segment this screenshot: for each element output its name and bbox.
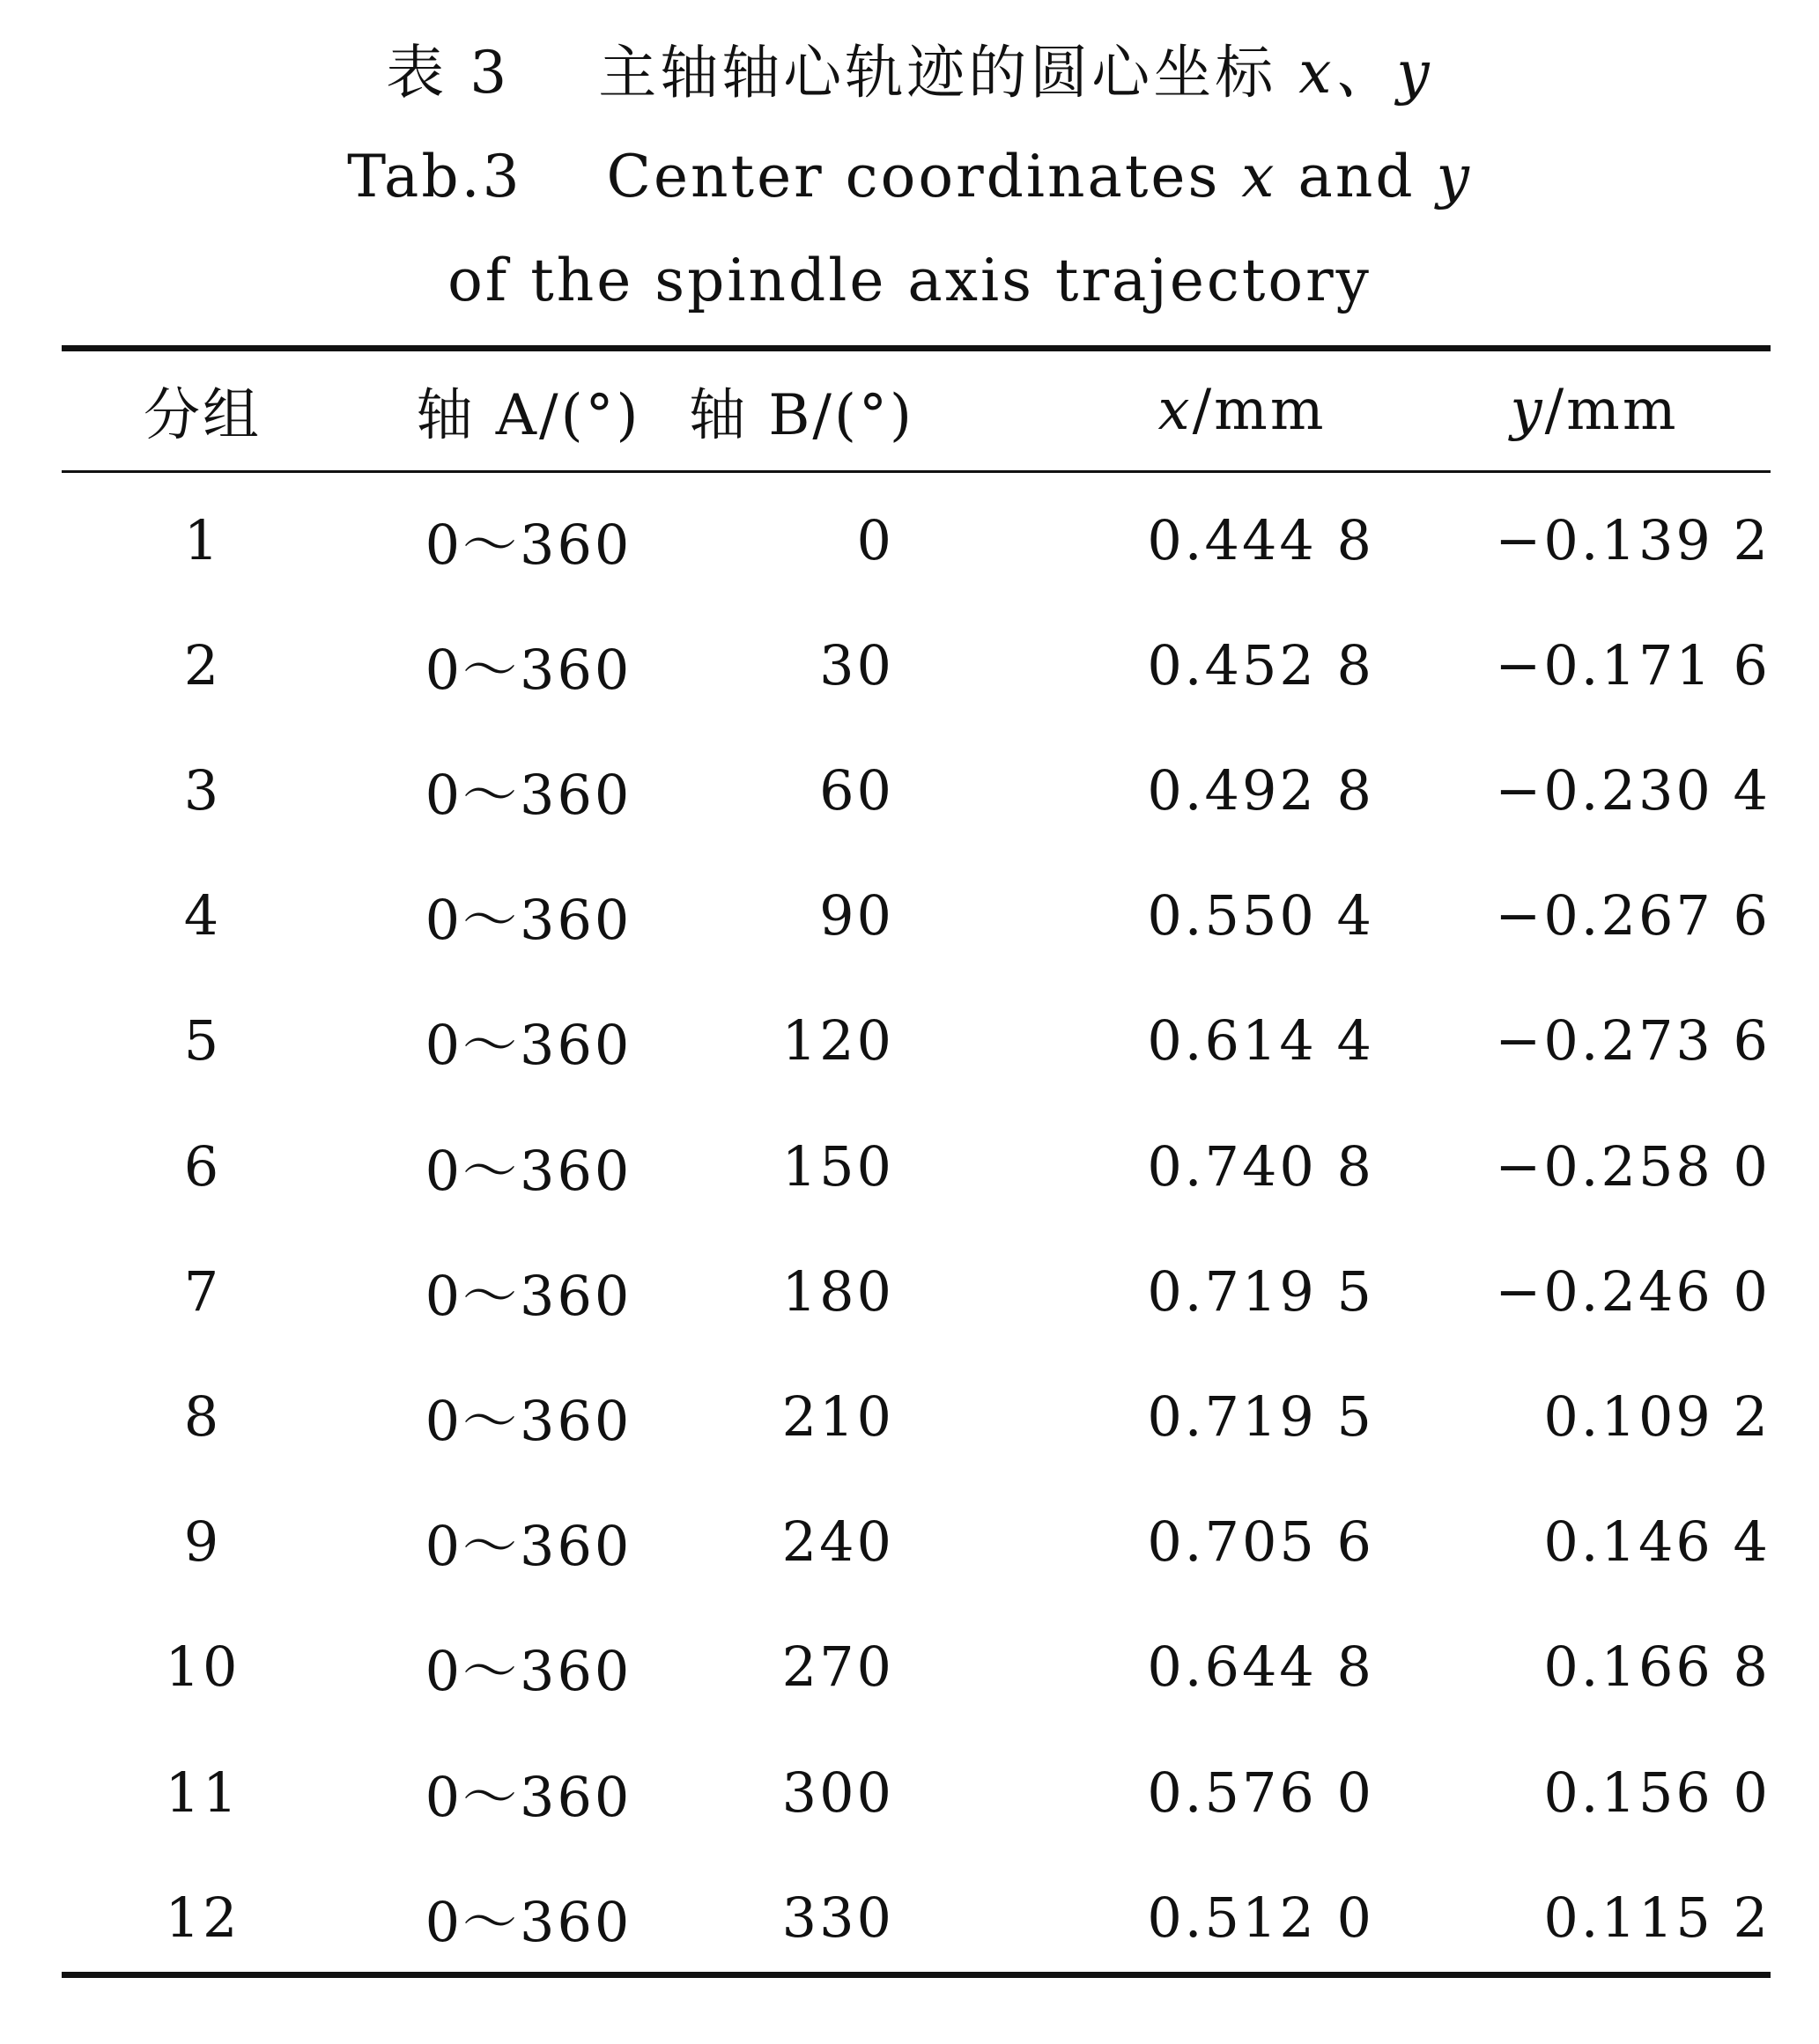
cell-axis-a: 0～360 [425, 512, 632, 577]
cell-x: 0.719 5 [1147, 1384, 1374, 1449]
cell-axis-b: 300 [781, 1760, 894, 1825]
cell-axis-a: 0～360 [425, 1889, 632, 1954]
header-axis-a: 轴 A/(°) [416, 383, 641, 448]
caption-zh-title: 主轴轴心轨迹的圆心坐标 [598, 39, 1277, 107]
cell-axis-a: 0～360 [425, 1263, 632, 1328]
cell-y: 0.166 8 [1543, 1634, 1771, 1700]
cell-axis-a: 0～360 [425, 1138, 632, 1203]
table-row [62, 602, 1771, 727]
cell-axis-b: 120 [781, 1008, 894, 1074]
cell-group: 2 [183, 632, 222, 697]
cell-y: −0.246 0 [1495, 1258, 1771, 1324]
cell-axis-b: 330 [781, 1885, 894, 1950]
table-header-rule [62, 470, 1771, 473]
cell-y: 0.146 4 [1543, 1509, 1771, 1575]
table-row [62, 1354, 1771, 1479]
header-group: 分组 [144, 383, 262, 448]
cell-x: 0.576 0 [1147, 1760, 1374, 1825]
table-caption-zh [0, 39, 1819, 107]
cell-y: −0.230 4 [1495, 757, 1771, 823]
cell-group: 6 [183, 1133, 222, 1199]
table-row [62, 1605, 1771, 1730]
table-row [62, 1855, 1771, 1980]
cell-axis-b: 150 [781, 1133, 894, 1199]
table-row [62, 1480, 1771, 1605]
cell-x: 0.644 8 [1147, 1634, 1374, 1700]
caption-en-label: Tab.3 [347, 143, 522, 210]
cell-axis-a: 0～360 [425, 1514, 632, 1579]
cell-axis-b: 180 [781, 1258, 894, 1324]
cell-axis-b: 240 [781, 1509, 894, 1575]
cell-y: −0.171 6 [1495, 632, 1771, 697]
cell-axis-a: 0～360 [425, 762, 632, 827]
table-row [62, 978, 1771, 1103]
cell-axis-b: 30 [819, 632, 894, 697]
header-y [1418, 351, 1771, 470]
cell-axis-a: 0～360 [425, 637, 632, 702]
header-y-var: y [1510, 378, 1545, 443]
table-header-row [62, 351, 1771, 470]
cell-x: 0.719 5 [1147, 1258, 1374, 1324]
header-x-var: x [1157, 378, 1193, 443]
table-bottom-rule [62, 1972, 1771, 1978]
caption-en-title-a: Center coordinates [606, 143, 1221, 210]
cell-axis-a: 0～360 [425, 888, 632, 953]
cell-group: 7 [183, 1258, 222, 1324]
cell-group: 10 [165, 1634, 240, 1700]
caption-en-var-x: x [1241, 143, 1277, 210]
cell-group: 9 [183, 1509, 222, 1575]
cell-x: 0.705 6 [1147, 1509, 1374, 1575]
cell-group: 1 [183, 507, 222, 572]
cell-x: 0.452 8 [1147, 632, 1374, 697]
cell-group: 5 [183, 1008, 222, 1074]
cell-y: −0.273 6 [1495, 1008, 1771, 1074]
cell-axis-b: 270 [781, 1634, 894, 1700]
cell-y: −0.258 0 [1495, 1133, 1771, 1199]
header-x-unit: /mm [1192, 378, 1327, 443]
caption-en-var-y: y [1436, 143, 1472, 210]
header-axis-b: 轴 B/(°) [689, 383, 914, 448]
cell-x: 0.614 4 [1147, 1008, 1374, 1074]
table-caption-en-line2 [0, 247, 1819, 314]
cell-axis-b: 60 [819, 757, 894, 823]
header-x [1022, 351, 1462, 470]
cell-group: 3 [183, 757, 222, 823]
cell-axis-b: 210 [781, 1384, 894, 1449]
cell-x: 0.492 8 [1147, 757, 1374, 823]
caption-zh-label: 表 3 [386, 39, 511, 107]
cell-y: −0.139 2 [1495, 507, 1771, 572]
caption-en-and: and [1298, 143, 1416, 210]
cell-y: −0.267 6 [1495, 883, 1771, 948]
cell-axis-a: 0～360 [425, 1639, 632, 1704]
cell-group: 12 [165, 1885, 240, 1950]
header-y-unit: /mm [1544, 378, 1679, 443]
table-row [62, 1229, 1771, 1354]
cell-group: 4 [183, 883, 222, 948]
cell-group: 11 [165, 1760, 240, 1825]
table-caption-en-line1 [0, 143, 1819, 210]
table-row [62, 853, 1771, 978]
cell-axis-a: 0～360 [425, 1764, 632, 1829]
cell-y: 0.156 0 [1543, 1760, 1771, 1825]
cell-axis-a: 0～360 [425, 1388, 632, 1453]
cell-x: 0.512 0 [1147, 1885, 1374, 1950]
table-row [62, 477, 1771, 602]
cell-x: 0.444 8 [1147, 507, 1374, 572]
cell-axis-b: 90 [819, 883, 894, 948]
cell-axis-b: 0 [856, 507, 894, 572]
caption-zh-vars: x、y [1298, 39, 1433, 107]
cell-x: 0.550 4 [1147, 883, 1374, 948]
table-row [62, 727, 1771, 852]
caption-en-title-b: of the spindle axis trajectory [447, 247, 1372, 314]
cell-axis-a: 0～360 [425, 1013, 632, 1078]
cell-group: 8 [183, 1384, 222, 1449]
table-row [62, 1103, 1771, 1229]
cell-y: 0.109 2 [1543, 1384, 1771, 1449]
cell-y: 0.115 2 [1543, 1885, 1771, 1950]
table-row [62, 1730, 1771, 1855]
cell-x: 0.740 8 [1147, 1133, 1374, 1199]
